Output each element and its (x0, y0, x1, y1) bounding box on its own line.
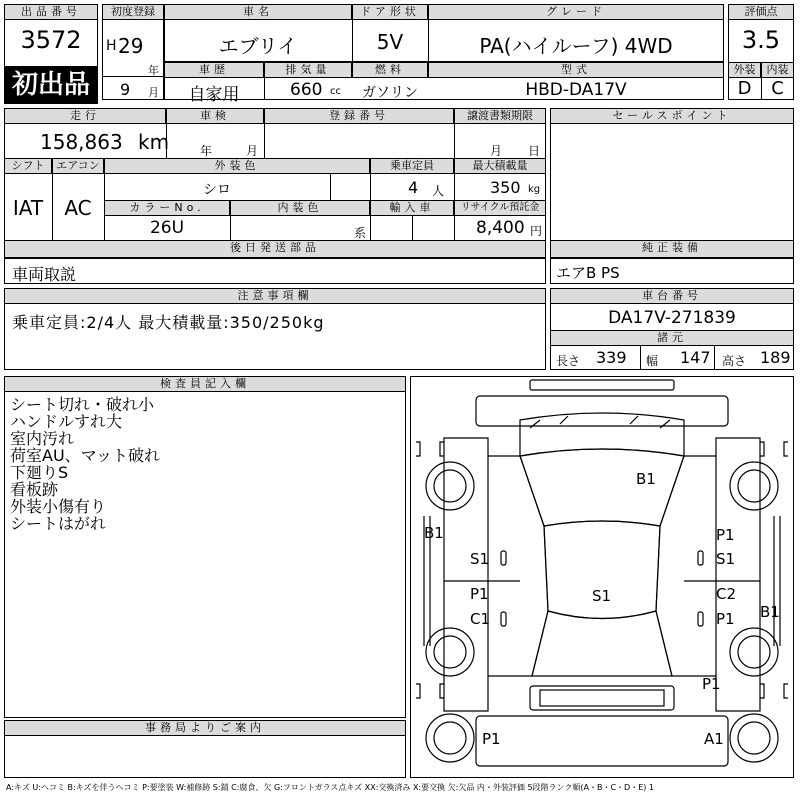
note-line: 荷室AU、マット破れ (10, 446, 161, 465)
recycle: 8,400 (476, 218, 525, 238)
damage-mark: S1 (470, 550, 490, 568)
persons-unit: 人 (432, 184, 445, 198)
height: 189 (760, 348, 791, 367)
ac-label: エアコン (52, 158, 104, 174)
door-type: 5V (376, 30, 404, 54)
ac: AC (64, 196, 92, 220)
first-reg-label: 初度登録 (102, 4, 164, 20)
genuine-label: 純正装備 (550, 240, 794, 258)
damage-mark: P1 (716, 526, 735, 544)
caution-label: 注意事項欄 (4, 288, 546, 304)
color-no: 26U (149, 218, 185, 238)
legend: A:キズ U:ヘコミ B:キズを伴うヘコミ P:要塗装 W:補修跡 S:錆 C:腐食、欠 G:フロントガラス点キズ XX:交換済み X:要交換 欠:欠品 内・外装評価 5段階ランク順(A・B・C・D・E) 1 (6, 783, 655, 792)
transfer-label: 譲渡書類期限 (454, 108, 546, 124)
fuel-label: 燃料 (352, 62, 428, 78)
fuel: ガソリン (362, 85, 418, 101)
height-label: 高さ (722, 354, 747, 368)
model-label: 型式 (428, 62, 724, 78)
damage-mark: S1 (716, 550, 736, 568)
damage-mark: B1 (760, 603, 780, 621)
grade: PA(ハイルーフ) 4WD (479, 34, 673, 58)
ext-color: シロ (203, 182, 231, 198)
inspection-label: 車検 (166, 108, 264, 124)
chassis-number: DA17V-271839 (608, 308, 736, 328)
dims-label: 諸元 (550, 330, 794, 346)
grade-label: グレード (428, 4, 724, 20)
lot-number: 3572 (20, 26, 82, 54)
damage-mark: P1 (482, 730, 501, 748)
score: 3.5 (741, 26, 781, 54)
later-parts-label: 後日発送部品 (4, 240, 546, 258)
capacity-label: 乗車定員 (370, 158, 454, 174)
note-line: シート切れ・破れ小 (10, 395, 155, 414)
caution-text: 乗車定員:2/4人 最大積載量:350/250kg (12, 313, 325, 332)
lot-number-label: 出品番号 (4, 4, 98, 20)
history-label: 車歴 (164, 62, 264, 78)
office-label: 事務局よりご案内 (4, 720, 406, 736)
reg-month: 9 (120, 80, 131, 99)
first-listing-badge: 初出品 (4, 66, 98, 104)
ext-grade: D (737, 78, 752, 99)
damage-mark: A1 (704, 730, 724, 748)
damage-mark: P1 (716, 610, 735, 628)
km-unit: km (138, 130, 170, 154)
note-line: 室内汚れ (10, 429, 75, 448)
reg-no-label: 登録番号 (264, 108, 454, 124)
cc-unit: cc (330, 86, 341, 97)
car-name-label: 車名 (164, 4, 352, 20)
color-no-label: カラーNo. (104, 200, 230, 216)
year-unit: 年 (148, 64, 159, 77)
length: 339 (596, 348, 627, 367)
genuine-equipment: エアB PS (556, 264, 620, 282)
kg-unit: kg (528, 184, 541, 195)
ext-color-label: 外装色 (104, 158, 370, 174)
damage-mark: S1 (592, 587, 612, 605)
month-unit: 月 (148, 86, 159, 99)
score-label: 評価点 (728, 4, 794, 20)
damage-mark: B1 (424, 524, 444, 542)
displacement-label: 排気量 (264, 62, 352, 78)
width: 147 (680, 348, 711, 367)
note-line: シートはがれ (10, 514, 107, 533)
era-letter: H (106, 38, 117, 54)
transfer-day-unit: 日 (528, 144, 541, 158)
shift: IAT (12, 196, 44, 220)
note-line: ハンドルすれ大 (10, 412, 123, 431)
mileage: 158,863 (40, 130, 123, 154)
car-diagram (410, 376, 794, 778)
length-label: 長さ (556, 354, 581, 368)
model: HBD-DA17V (525, 80, 627, 100)
recycle-label: リサイクル預託金 (454, 200, 546, 216)
int-color-label: 内装色 (230, 200, 370, 216)
shift-label: シフト (4, 158, 52, 174)
import-label: 輸入車 (370, 200, 454, 216)
chassis-label: 車台番号 (550, 288, 794, 304)
later-parts-box (4, 258, 546, 284)
damage-mark: P1 (470, 585, 489, 603)
door-label: ドア形状 (352, 4, 428, 20)
damage-mark: P1 (702, 675, 721, 693)
transfer-month-unit: 月 (490, 144, 503, 158)
damage-mark: B1 (636, 470, 656, 488)
damage-mark: C1 (470, 610, 491, 628)
capacity: 4 (408, 178, 419, 197)
int-label: 内装 (761, 62, 794, 78)
insp-month-unit: 月 (246, 144, 259, 158)
note-line: 外装小傷有り (10, 497, 107, 516)
max-load: 350 (490, 178, 521, 197)
reg-year: 29 (118, 34, 144, 58)
yen-unit: 円 (530, 224, 543, 238)
series-unit: 系 (354, 226, 367, 240)
later-parts: 車両取説 (12, 265, 77, 284)
int-grade: C (771, 78, 784, 99)
ext-label: 外装 (728, 62, 761, 78)
insp-year-unit: 年 (200, 144, 213, 158)
car-name: エブリイ (218, 34, 298, 58)
note-line: 看板跡 (10, 480, 59, 499)
displacement: 660 (290, 80, 323, 100)
mileage-label: 走行 (4, 108, 166, 124)
max-load-label: 最大積載量 (454, 158, 546, 174)
history: 自家用 (188, 85, 240, 105)
sales-point-label: セールスポイント (550, 108, 794, 124)
inspector-notes (10, 396, 160, 532)
inspector-label: 検査員記入欄 (4, 376, 406, 392)
width-label: 幅 (646, 354, 659, 368)
damage-mark: C2 (716, 585, 737, 603)
note-line: 下廻りS (10, 463, 69, 482)
